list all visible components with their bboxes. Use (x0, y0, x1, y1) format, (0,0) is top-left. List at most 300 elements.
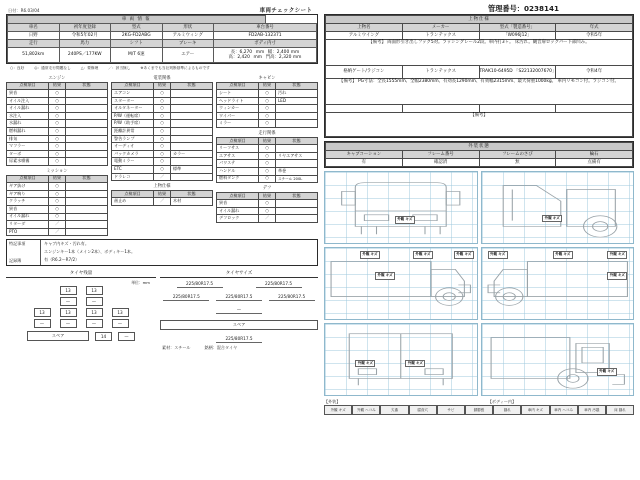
state-text (171, 112, 213, 120)
tire-rear-inner-row (6, 319, 156, 328)
cargo-spec-box (324, 14, 634, 138)
table-row (326, 105, 633, 113)
item-label: オーディオ (112, 143, 154, 151)
tire-section (6, 270, 318, 351)
tire-remain-title: タイヤ残量 (6, 270, 156, 278)
state-text: LED (276, 97, 318, 105)
state-text (276, 105, 318, 113)
col-header-result: 結果 (259, 82, 276, 90)
table-row (8, 48, 317, 63)
tire-cell: — (86, 319, 103, 328)
damage-marker: 外観 キズ (553, 251, 573, 259)
truck-cab-side-outline (482, 172, 634, 243)
result-mark: ○ (259, 105, 276, 113)
state-text: 木材 (171, 198, 213, 206)
inspection-table-electrical (111, 82, 213, 182)
col-header-state: 状態 (276, 137, 318, 145)
table-row (112, 166, 213, 174)
item-label: ギア抜け (7, 183, 49, 191)
item-label: エアサス (217, 152, 259, 160)
state-text (66, 97, 108, 105)
inspection-table-engine (6, 82, 108, 167)
diagram-right-side-view (481, 247, 635, 320)
state-text (66, 128, 108, 136)
col-header-name: 車名 (8, 24, 60, 32)
result-mark: ○ (154, 150, 171, 158)
state-text (66, 221, 108, 229)
state-text (171, 135, 213, 143)
truck-rear-outline (325, 324, 477, 395)
cargo-model: TRAK10-6495D 「S22132007670」 (479, 66, 556, 79)
inspection-col-2 (111, 73, 213, 236)
result-mark: ○ (154, 120, 171, 128)
tire-cell: 14 (95, 332, 112, 341)
truck-cab-side-rev-outline (482, 324, 634, 395)
result-mark: ○ (154, 90, 171, 98)
item-label: ギア鳴り (7, 190, 49, 198)
table-row (7, 128, 108, 136)
table-row (7, 158, 108, 166)
value-frame-no: 確認済 (402, 159, 479, 167)
table-row (326, 32, 633, 40)
col-header-chassis: 車台番号 (214, 24, 317, 32)
item-label: スターター (112, 97, 154, 105)
result-mark: ○ (259, 145, 276, 153)
col-header-cargo-maker: メーカー (402, 24, 479, 32)
result-mark: ／ (49, 228, 66, 236)
tire-cell: — (60, 297, 77, 306)
item-label: エアコン (112, 90, 154, 98)
state-text (66, 90, 108, 98)
item-label: ヘッドライト (217, 97, 259, 105)
table-row (217, 145, 318, 153)
damage-marker: 外観 キズ (360, 251, 380, 259)
state-text (276, 112, 318, 120)
body-width: 幅：2,400 (267, 49, 290, 55)
state-text (66, 205, 108, 213)
value-shape: アルミウィング (162, 32, 214, 40)
inspection-table-cabin (216, 82, 318, 129)
item-label: ウィンカー (217, 105, 259, 113)
result-mark: ○ (49, 205, 66, 213)
table-row (112, 143, 213, 151)
col-header-first-reg: 初年度登録 (59, 24, 111, 32)
item-label: 水漏れ (7, 120, 49, 128)
table-row (217, 200, 318, 208)
truck-front-outline (325, 172, 477, 243)
value-chock: 点備有 (556, 159, 633, 167)
tire-size-row-1 (160, 281, 318, 288)
col-header-cab-caution: キャブコーション (326, 151, 403, 159)
col-header-item: 点検項目 (112, 190, 154, 198)
state-text (276, 120, 318, 128)
value-first-reg: 令和5年02月 (59, 32, 111, 40)
item-label: 電動ミラー (112, 158, 154, 166)
result-mark: ○ (154, 105, 171, 113)
item-label: リターダ (7, 221, 49, 229)
legend-chip: 床 割れ (606, 405, 634, 415)
state-text (66, 190, 108, 198)
col-header-cargo-name: 上物名 (326, 24, 403, 32)
col-header-body-size: ボディ内寸 (214, 40, 317, 48)
result-mark: ／ (154, 198, 171, 206)
legend-chip: 車内 汚損 (578, 405, 606, 415)
page-title: 車両チェックシート (259, 8, 313, 14)
value-body-size (214, 48, 317, 63)
result-mark: ○ (49, 128, 66, 136)
body-width-unit: mm (290, 49, 300, 55)
item-label: 異音 (7, 205, 49, 213)
inspection-table-diff (216, 192, 318, 223)
item-label: 異音 (217, 200, 259, 208)
tire-cell: 13 (86, 308, 103, 317)
cargo-note-1: 【備考】 両面形引き出しフック5対。ラッシングレール2段。車内打3ヶ。 床汚れ。観音扉ロックバー下部凹み。 (326, 40, 633, 66)
result-mark: ／ (154, 173, 171, 181)
col-header-result: 結果 (259, 192, 276, 200)
item-label: 燃料タンク (217, 175, 259, 183)
col-header-result: 結果 (154, 190, 171, 198)
result-mark: ○ (154, 97, 171, 105)
table-row (217, 167, 318, 175)
legend-chip: 錆膨張 (465, 405, 493, 415)
result-mark: ○ (154, 112, 171, 120)
table-row (112, 198, 213, 206)
result-mark: ○ (259, 167, 276, 175)
col-header-cargo-model: 型式「製造番号」 (479, 24, 556, 32)
cargo-note-3: 【備考】 (326, 113, 633, 137)
table-row (8, 40, 317, 48)
tire-cell: 13 (34, 308, 51, 317)
body-door-unit: mm (292, 55, 302, 60)
table-row (112, 135, 213, 143)
state-text (66, 213, 108, 221)
inspection-col-3 (216, 73, 318, 236)
col-header-mileage: 走行 (8, 40, 60, 48)
inspection-table-mission (6, 175, 108, 237)
col-header-power: 馬力 (59, 40, 111, 48)
legend-group-body: 【ボディー内】 (487, 399, 517, 404)
sheet-header (0, 0, 640, 14)
state-text (171, 105, 213, 113)
table-row (112, 150, 213, 158)
state-text (66, 198, 108, 206)
tire-cell: 13 (112, 308, 129, 317)
tire-cell: — (112, 319, 129, 328)
state-text (276, 160, 318, 168)
col-header-state: 状態 (66, 175, 108, 183)
result-mark: ○ (49, 105, 66, 113)
table-row (217, 120, 318, 128)
state-text (66, 105, 108, 113)
col-header-item: 点検項目 (217, 137, 259, 145)
body-door-height: 門高：2,320 (265, 55, 292, 60)
col-header-state: 状態 (171, 190, 213, 198)
tire-front-row (6, 286, 156, 295)
state-text (276, 200, 318, 208)
legend-chip: サビ (437, 405, 465, 415)
item-label: ターボ (7, 150, 49, 158)
management-number: 管理番号：0238141 (488, 4, 559, 13)
diagram-left-front-quarter (481, 171, 635, 244)
result-mark: ○ (49, 150, 66, 158)
col-header-item: 点検項目 (217, 82, 259, 90)
cargo-name: 格納ゲート/ラジコン (326, 66, 403, 79)
table-row (7, 190, 108, 198)
legend-na: ／：該当無し (108, 66, 131, 70)
result-mark: ○ (49, 90, 66, 98)
item-label: 尿素水噴霧 (7, 158, 49, 166)
table-row (326, 66, 633, 79)
record-label: 記録簿 (9, 258, 22, 264)
exterior-state-box (324, 141, 634, 168)
table-row (7, 228, 108, 236)
value-shift: M/T 6速 (111, 48, 163, 63)
table-row (112, 128, 213, 136)
remarks-values (41, 240, 317, 265)
col-header-model: 型式 (111, 24, 163, 32)
damage-legend (324, 399, 634, 415)
remarks-box (6, 239, 318, 266)
col-header-frame-no: フレーム番号 (402, 151, 479, 159)
diagram-front-view (324, 171, 478, 244)
state-text: 標準 (171, 166, 213, 174)
table-row (7, 150, 108, 158)
table-row (7, 213, 108, 221)
tire-spare-label: スペア (27, 331, 89, 341)
diagram-rear-view (324, 323, 478, 396)
state-text (66, 143, 108, 151)
item-label: バックカメラ (112, 150, 154, 158)
group-title-mission: ミッション (46, 168, 68, 174)
tire-rear-row (6, 308, 156, 317)
table-row (326, 79, 633, 105)
legend-chip: 割れ (493, 405, 521, 415)
remarks-labels (7, 240, 41, 265)
tire-cell: 13 (60, 308, 77, 317)
diagram-right-rear-quarter (481, 323, 635, 396)
damage-marker: 外観 キズ (597, 368, 617, 376)
value-chassis: FD2AB-132371 (214, 32, 317, 40)
result-mark: ○ (154, 158, 171, 166)
damage-marker: 外観 キズ (607, 251, 627, 259)
result-mark: ○ (154, 135, 171, 143)
state-text: 革巻 (276, 167, 318, 175)
state-text (66, 228, 108, 236)
body-height-unit: mm (253, 55, 263, 60)
legend-chip: 車内 キズ (521, 405, 549, 415)
damage-legend-chips (324, 405, 634, 415)
table-row (326, 40, 633, 66)
tire-size-block (160, 270, 318, 351)
state-text (276, 215, 318, 223)
damage-diagrams (324, 171, 634, 396)
item-label: オイル漏れ (7, 213, 49, 221)
result-mark: ／ (49, 221, 66, 229)
cargo-maker-blank (402, 105, 479, 113)
col-header-state: 状態 (171, 82, 213, 90)
item-label: 燃料漏れ (7, 128, 49, 136)
result-legend (6, 64, 318, 72)
item-label: 距離計異常 (112, 128, 154, 136)
tire-unit-label: 単位：mm (131, 280, 150, 286)
cargo-spec-band: 上物仕様 (326, 16, 633, 24)
cargo-model: 「W096J12」 (479, 32, 556, 40)
right-column (324, 14, 634, 415)
legend-disclaimer: ※あくまでも当社判断基準によるものです (140, 66, 210, 70)
damage-marker: 外観 キズ (355, 360, 375, 368)
result-mark: ○ (259, 175, 276, 183)
item-label: ハンドル (217, 167, 259, 175)
result-mark: ○ (154, 143, 171, 151)
damage-marker: 外観 キズ (542, 215, 562, 223)
state-text (66, 183, 108, 191)
item-label: P/W（助手席） (112, 120, 154, 128)
table-row (8, 32, 317, 40)
state-text: 汚れ (276, 90, 318, 98)
state-text (66, 150, 108, 158)
table-row (7, 205, 108, 213)
result-mark: ○ (49, 143, 66, 151)
state-text (66, 120, 108, 128)
table-row (112, 90, 213, 98)
cargo-maker: トランテックス (402, 66, 479, 79)
tire-cell: 13 (60, 286, 77, 295)
tire-front-inner-row (6, 297, 156, 306)
legend-chip: 外観 ヘコみ (352, 405, 380, 415)
damage-marker: 外観 キズ (405, 360, 425, 368)
item-label: マフラー (7, 143, 49, 151)
table-row (217, 215, 318, 223)
remarks-line-2: エンジンキー1本（メイン2本）、ボディキー1本。 (44, 249, 136, 255)
legend-ok: ◎：通常走行問題なし (34, 66, 71, 70)
table-row (326, 24, 633, 32)
item-label: 警告ランプ (112, 135, 154, 143)
result-mark: ○ (49, 97, 66, 105)
tire-size-spare-label: スペア (160, 320, 318, 330)
table-row (217, 90, 318, 98)
legend-group-exterior: 【外装】 (324, 399, 341, 404)
left-column (6, 14, 318, 415)
table-row (112, 97, 213, 105)
remarks-line-1: キャブ内キズ・汚れ有。 (44, 241, 89, 247)
result-mark: ／ (259, 215, 276, 223)
state-text (171, 158, 213, 166)
exterior-state-table (325, 142, 633, 167)
body-height: 高：2,420 (228, 55, 250, 60)
legend-chip: 腐食穴 (409, 405, 437, 415)
tire-remain-block (6, 270, 156, 351)
item-label: リーフサス (217, 145, 259, 153)
tire-material-row (160, 345, 318, 351)
item-label: デフロック (217, 215, 259, 223)
inspection-table-running (216, 137, 318, 184)
state-text: カラー (171, 150, 213, 158)
result-mark: ○ (259, 207, 276, 215)
damage-marker: 外観 キズ (607, 272, 627, 280)
result-mark: ○ (49, 183, 66, 191)
result-mark: ○ (49, 135, 66, 143)
tire-cell: — (86, 297, 103, 306)
table-row (217, 105, 318, 113)
table-row (112, 120, 213, 128)
table-row (217, 112, 318, 120)
body-length: 長：6,270 (230, 49, 253, 55)
state-text (171, 97, 213, 105)
table-row (7, 221, 108, 229)
table-row (7, 120, 108, 128)
table-row (217, 175, 318, 183)
tire-size: 225/80R17.5 (177, 281, 223, 288)
legend-repair: △：要修理 (80, 66, 99, 70)
table-row (7, 105, 108, 113)
table-row (7, 183, 108, 191)
col-header-chock: 輪石 (556, 151, 633, 159)
tire-size: 225/80R17.5 (216, 294, 262, 301)
state-text (171, 90, 213, 98)
value-model: 2KG-FD2ABG (111, 32, 163, 40)
value-brake: エアー (162, 48, 214, 63)
tire-size-title: タイヤサイズ (160, 270, 318, 278)
tire-cell: 13 (86, 286, 103, 295)
tire-size-row-3 (160, 307, 318, 314)
result-mark: ○ (49, 213, 66, 221)
item-label: オイル漏れ (217, 207, 259, 215)
state-text (171, 143, 213, 151)
result-mark: ○ (49, 198, 66, 206)
item-label: パワステ (217, 160, 259, 168)
item-label: P/W（運転席） (112, 112, 154, 120)
value-name: 日野 (8, 32, 60, 40)
state-text (66, 135, 108, 143)
group-title-cabin: キャビン (258, 75, 276, 81)
result-mark: ○ (259, 152, 276, 160)
sheet-date: 日付：R6.03/04 (8, 8, 40, 13)
result-mark: ○ (49, 158, 66, 166)
legend-good: ○：良好 (10, 66, 25, 70)
table-row (7, 198, 108, 206)
remarks-label: 特記事項 (9, 241, 26, 247)
cargo-year: 令和5年 (556, 32, 633, 40)
table-row (217, 97, 318, 105)
legend-chip: 車内 ヘコみ (550, 405, 578, 415)
col-header-result: 結果 (154, 82, 171, 90)
item-label: 異音 (7, 90, 49, 98)
col-header-shift: シフト (111, 40, 163, 48)
item-label: ミラー (217, 120, 259, 128)
item-label: ドラレコ (112, 173, 154, 181)
item-label: 排気 (7, 135, 49, 143)
item-label: PTO (7, 228, 49, 236)
col-header-brake: ブレーキ (162, 40, 214, 48)
state-text (171, 128, 213, 136)
tire-cell: — (60, 319, 77, 328)
table-row (217, 160, 318, 168)
col-header-frame-rust: フレームのさび (479, 151, 556, 159)
result-mark: ○ (259, 90, 276, 98)
result-mark: ○ (49, 120, 66, 128)
col-header-result: 結果 (259, 137, 276, 145)
inspection-table-cargo (111, 190, 213, 206)
cargo-model-blank (479, 105, 556, 113)
tire-size-row-2 (160, 294, 318, 301)
tire-size: 225/80R17.5 (269, 294, 315, 301)
cargo-spec-table (325, 15, 633, 137)
state-text (276, 145, 318, 153)
cargo-note-2: 【備考】 PG寸法：全長1555mm、全幅2380mm、有効長1290mm、有効幅2315mm、最大荷重1000kg。 車内リモコン付。ラジコン付。 (326, 79, 633, 105)
cargo-year-blank (556, 105, 633, 113)
col-header-item: 点検項目 (7, 82, 49, 90)
tire-maker: 銘柄：混合タイヤ (204, 345, 238, 351)
